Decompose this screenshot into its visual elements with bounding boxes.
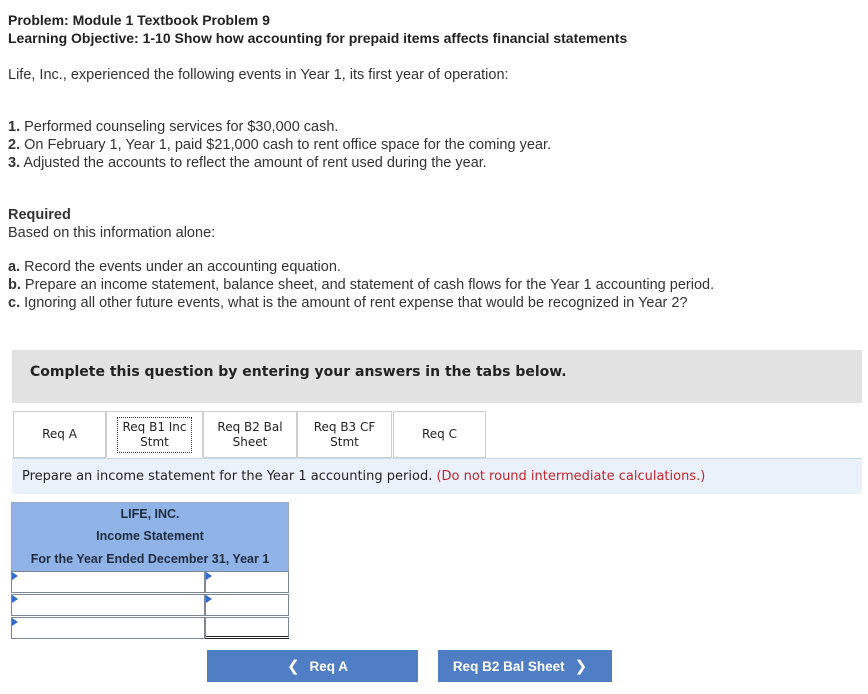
tab-req-b3-cf-stmt[interactable] — [297, 411, 392, 458]
statement-amount-input[interactable] — [206, 595, 288, 615]
required-letter: c. — [8, 295, 21, 311]
next-button-label: Req B2 Bal Sheet — [452, 658, 565, 674]
problem-title: Problem: Module 1 Textbook Problem 9 — [8, 12, 270, 28]
prev-req-a-button[interactable] — [207, 650, 418, 682]
statement-row-amount[interactable] — [205, 571, 289, 593]
tab-label: Stmt — [140, 434, 169, 449]
tab-req-c[interactable] — [393, 411, 486, 458]
required-title: Required — [8, 207, 71, 223]
required-item — [8, 259, 341, 275]
tab-label: Req B3 CF — [313, 419, 376, 434]
required-text: Record the events under an accounting equation. — [24, 259, 341, 275]
tab-label: Req C — [422, 427, 457, 441]
prev-button-label: Req A — [309, 658, 349, 674]
event-number: 2. — [8, 137, 21, 153]
event-item — [8, 155, 487, 171]
required-text: Ignoring all other future events, what is the amount of rent expense that would be recognized in Year 2? — [24, 295, 688, 311]
intro-text: Life, Inc., experienced the following events in Year 1, its first year of operation: — [8, 67, 509, 83]
required-text: Prepare an income statement, balance sheet, and statement of cash flows for the Year 1 accounting period. — [24, 277, 715, 293]
tab-req-b1-inc-stmt[interactable] — [106, 411, 203, 458]
event-item — [8, 137, 551, 153]
instruction-text — [22, 469, 705, 484]
statement-amount-input[interactable] — [206, 572, 288, 592]
instructions-panel-text: Complete this question by entering your answers in the tabs below. — [30, 364, 567, 380]
event-text: On February 1, Year 1, paid $21,000 cash to rent office space for the coming year. — [24, 137, 552, 153]
learning-objective: Learning Objective: 1-10 Show how accounting for prepaid items affects financial statements — [8, 30, 628, 46]
statement-period: For the Year Ended December 31, Year 1 — [11, 548, 289, 571]
statement-row-label[interactable] — [11, 571, 205, 593]
tab-req-a[interactable] — [13, 411, 106, 458]
input-flag-icon — [12, 572, 18, 580]
statement-label-input[interactable] — [12, 572, 204, 592]
required-item — [8, 295, 688, 311]
statement-company: LIFE, INC. — [11, 502, 289, 525]
input-flag-icon — [206, 572, 212, 580]
event-number: 3. — [8, 155, 21, 171]
input-flag-icon — [12, 618, 18, 626]
tab-label: Stmt — [330, 434, 359, 449]
statement-row-label[interactable] — [11, 594, 205, 616]
statement-row-amount[interactable] — [205, 594, 289, 616]
event-item — [8, 119, 338, 135]
event-text: Performed counseling services for $30,000 cash. — [24, 119, 339, 135]
required-letter: a. — [8, 259, 21, 275]
tab-label: Sheet — [232, 434, 268, 449]
input-flag-icon — [12, 595, 18, 603]
required-item — [8, 277, 714, 293]
event-number: 1. — [8, 119, 21, 135]
statement-title: Income Statement — [11, 525, 289, 548]
statement-row-amount[interactable] — [205, 617, 289, 639]
chevron-left-icon: ❮ — [286, 658, 300, 675]
instruction-note: (Do not round intermediate calculations.) — [436, 469, 706, 484]
tab-req-b2-bal-sheet[interactable] — [203, 411, 297, 458]
required-subtitle: Based on this information alone: — [8, 225, 216, 241]
statement-amount-input[interactable] — [206, 618, 288, 636]
tab-label: Req B2 Bal — [217, 419, 283, 434]
instruction-main: Prepare an income statement for the Year 1 accounting period. — [22, 469, 433, 484]
statement-label-input[interactable] — [12, 595, 204, 615]
statement-label-input[interactable] — [12, 618, 204, 638]
statement-row-label[interactable] — [11, 617, 205, 639]
next-req-b2-button[interactable] — [438, 650, 612, 682]
input-flag-icon — [206, 595, 212, 603]
tab-label: Req A — [42, 427, 77, 441]
event-text: Adjusted the accounts to reflect the amount of rent used during the year. — [23, 155, 487, 171]
tab-label: Req B1 Inc — [122, 419, 187, 434]
chevron-right-icon: ❯ — [574, 658, 588, 675]
required-letter: b. — [8, 277, 21, 293]
